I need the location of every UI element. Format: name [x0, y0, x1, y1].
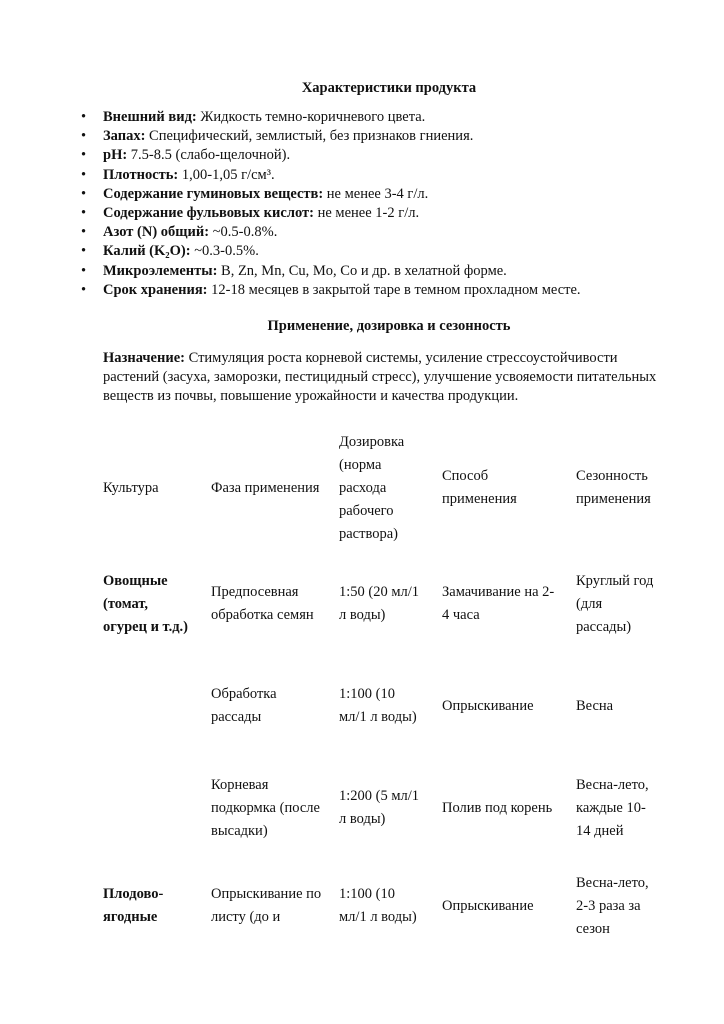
table-header-cell: Культура: [103, 479, 159, 496]
characteristic-item: [103, 242, 581, 261]
characteristic-label: Содержание гуминовых веществ:: [103, 185, 324, 202]
table-row: [95, 752, 668, 864]
characteristic-item: [103, 146, 581, 165]
table-cell: 1:50 (20 мл/1 л воды): [339, 584, 420, 623]
characteristic-item: [103, 223, 581, 242]
characteristic-item: [103, 166, 581, 185]
purpose-text: Стимуляция роста корневой системы, усиление стрессоустойчивости растений (засуха, заморозки, пестицидный стресс), улучшение усвояемости питательных веществ из почвы, повышение урожайности и качества продукции.: [103, 350, 657, 404]
characteristic-label: Плотность:: [103, 166, 179, 183]
table-header-cell: Фаза применения: [211, 479, 320, 496]
table-cell: Весна-лето, 2-3 раза за сезон: [576, 874, 649, 937]
characteristic-label: Содержание фульвовых кислот:: [103, 205, 314, 222]
characteristic-label: Срок хранения:: [103, 281, 208, 298]
purpose-label: Назначение:: [103, 350, 185, 366]
table-cell: [95, 752, 203, 864]
characteristic-value: 1,00-1,05 г/см³.: [178, 166, 275, 183]
characteristic-label: Микроэлементы:: [103, 262, 218, 279]
table-cell: Полив под корень: [442, 799, 553, 816]
characteristic-label: Внешний вид:: [103, 109, 197, 125]
table-row: [95, 660, 668, 752]
table-cell: [95, 660, 203, 752]
characteristic-value: ~0.5-0.8%.: [209, 224, 278, 241]
purpose-paragraph: [103, 349, 673, 406]
characteristic-label: pH:: [103, 147, 128, 164]
table-cell: Предпосевная обработка семян: [211, 584, 314, 623]
table-row: [95, 864, 668, 948]
table-header-cell: Сезонность применения: [576, 468, 651, 507]
characteristic-label: Калий (K₂O):: [103, 243, 191, 260]
characteristic-value: B, Zn, Mn, Cu, Mo, Co и др. в хелатной форме.: [217, 262, 507, 279]
table-header-cell: Способ применения: [442, 468, 517, 507]
characteristic-item: [103, 127, 581, 146]
characteristic-label: Азот (N) общий:: [103, 224, 210, 241]
characteristic-label: Запах:: [103, 128, 146, 145]
table-cell: 1:100 (10 мл/1 л воды): [339, 686, 417, 725]
table-cell: Опрыскивание: [442, 697, 534, 714]
characteristics-list: [103, 108, 581, 300]
table-header-row: [95, 428, 668, 548]
characteristic-item: [103, 262, 581, 281]
table-cell: Обработка рассады: [211, 686, 277, 725]
characteristic-item: [103, 281, 581, 300]
application-title: Применение, дозировка и сезонность: [267, 318, 511, 334]
table-header-cell: Дозировка (норма расхода рабочего раствора): [339, 433, 405, 542]
table-cell: Весна: [576, 697, 614, 714]
characteristic-value: ~0.3-0.5%.: [190, 243, 259, 260]
table-cell: Весна-лето, каждые 10-14 дней: [576, 776, 649, 839]
characteristic-value: Специфический, землистый, без признаков гниения.: [145, 128, 474, 145]
characteristic-value: не менее 1-2 г/л.: [313, 205, 420, 222]
characteristics-title: Характеристики продукта: [301, 80, 477, 96]
characteristic-value: не менее 3-4 г/л.: [323, 185, 429, 202]
characteristic-value: Жидкость темно-коричневого цвета.: [196, 109, 426, 125]
characteristic-item: [103, 185, 581, 204]
table-cell: 1:200 (5 мл/1 л воды): [339, 788, 420, 827]
dosage-table: [95, 428, 668, 948]
table-row: [95, 548, 668, 660]
table-cell: Овощные (томат, огурец и т.д.): [103, 572, 188, 635]
characteristic-item: [103, 108, 581, 127]
table-cell: Опрыскивание: [442, 897, 534, 914]
characteristic-value: 12-18 месяцев в закрытой таре в темном прохладном месте.: [207, 281, 581, 298]
table-cell: Опрыскивание по листу (до и: [211, 886, 322, 925]
table-cell: 1:100 (10 мл/1 л воды): [339, 886, 417, 925]
characteristic-item: [103, 204, 581, 223]
characteristic-value: 7.5-8.5 (слабо-щелочной).: [127, 147, 291, 164]
table-cell: Круглый год (для рассады): [576, 572, 654, 635]
table-cell: Замачивание на 2-4 часа: [442, 584, 555, 623]
table-cell: Плодово-ягодные: [103, 886, 164, 925]
table-cell: Корневая подкормка (после высадки): [211, 776, 320, 839]
